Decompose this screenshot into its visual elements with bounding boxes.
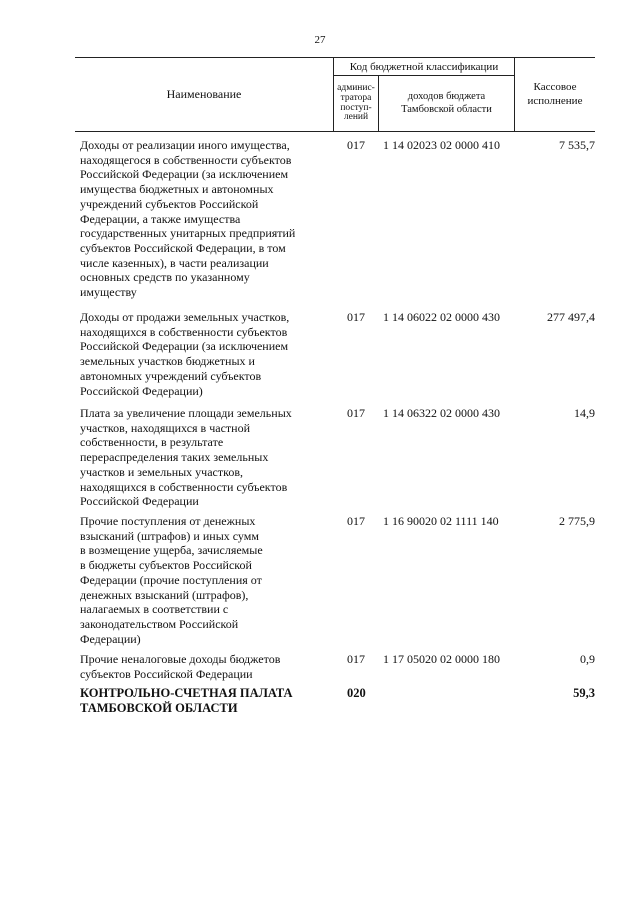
row-name-line: Федерации, а также имущества <box>80 211 241 226</box>
header-admin-line: лений <box>343 112 369 123</box>
header-admin-line: поступ- <box>340 102 372 113</box>
row-admin-code: 017 <box>347 310 365 324</box>
row-name-line: денежных взысканий (штрафов), <box>80 587 249 602</box>
row-admin-code: 017 <box>347 652 365 666</box>
row-name-line: находящегося в собственности субъектов <box>80 152 292 167</box>
row-amount: 7 535,7 <box>559 138 595 152</box>
row-name-line: находящихся в собственности субъектов <box>80 324 288 339</box>
row-name-line: налагаемых в соответствии с <box>80 602 229 617</box>
table-header <box>75 57 595 132</box>
row-name-line: собственности, в результате <box>80 435 224 450</box>
header-admin-line: админис- <box>337 82 375 93</box>
row-name-line: субъектов Российской Федерации, в том <box>80 240 286 255</box>
row-name <box>80 406 325 509</box>
row-amount: 0,9 <box>580 652 595 666</box>
row-name-line: государственных унитарных предприятий <box>80 226 296 241</box>
row-income-code: 1 14 06022 02 0000 430 <box>383 310 500 324</box>
row-name-line: Российской Федерации) <box>80 383 203 398</box>
row-name-line: Федерации (прочие поступления от <box>80 572 262 587</box>
header-classification-group: Код бюджетной классификации <box>349 60 499 73</box>
row-income-code: 1 16 90020 02 1111 140 <box>383 514 499 528</box>
header-income-line: доходов бюджета <box>407 91 486 103</box>
header-admin-line: тратора <box>340 92 372 103</box>
row-name-line: имущества бюджетных и автономных <box>80 182 274 197</box>
row-name-line: Российской Федерации <box>80 494 199 509</box>
row-income-code: 1 14 02023 02 0000 410 <box>383 138 500 152</box>
row-income-code: 1 14 06322 02 0000 430 <box>383 406 500 420</box>
header-name: Наименование <box>166 87 242 101</box>
row-name-line: Прочие поступления от денежных <box>80 514 256 528</box>
row-name-line: автономных учреждений субъектов <box>80 368 262 383</box>
header-cash-execution <box>515 58 595 131</box>
page-number: 27 <box>314 34 326 46</box>
header-income-line: Тамбовской области <box>401 103 492 115</box>
row-name-line: Плата за увеличение площади земельных <box>80 406 292 420</box>
header-cash-line: Кассовое <box>533 81 577 94</box>
row-amount: 14,9 <box>574 406 595 420</box>
row-name-line: перераспределения таких земельных <box>80 450 269 465</box>
header-cash-line: исполнение <box>527 94 583 107</box>
row-name-line: в бюджеты субъектов Российской <box>80 558 252 573</box>
row-name-line: законодательством Российской <box>80 616 239 631</box>
row-amount: 2 775,9 <box>559 514 595 528</box>
row-name-line: Доходы от реализации иного имущества, <box>80 138 290 152</box>
row-name-line: взысканий (штрафов) и иных сумм <box>80 528 259 543</box>
row-income-code: 1 17 05020 02 0000 180 <box>383 652 500 666</box>
row-amount: 277 497,4 <box>547 310 595 324</box>
row-name-line: КОНТРОЛЬНО-СЧЕТНАЯ ПАЛАТА <box>80 686 293 700</box>
row-name-line: Российской Федерации (за исключением <box>80 167 289 182</box>
row-amount: 59,3 <box>573 686 595 700</box>
row-name <box>80 514 325 646</box>
row-name-line: участков и земельных участков, <box>80 464 243 479</box>
row-name-line: находящихся в собственности субъектов <box>80 479 288 494</box>
row-name <box>80 652 325 681</box>
row-name-line: земельных участков бюджетных и <box>80 354 255 369</box>
row-name-line: участков, находящихся в частной <box>80 420 250 435</box>
row-name-line: Доходы от продажи земельных участков, <box>80 310 290 324</box>
row-name <box>80 138 325 300</box>
row-name-line: числе казенных), в части реализации <box>80 255 269 270</box>
row-name-line: основных средств по указанному <box>80 270 250 285</box>
row-name-line: Прочие неналоговые доходы бюджетов <box>80 652 281 666</box>
row-admin-code: 017 <box>347 514 365 528</box>
header-income-code <box>379 76 514 131</box>
row-name-line: субъектов Российской Федерации <box>80 666 253 681</box>
row-name-line: имуществу <box>80 285 137 300</box>
row-admin-code: 017 <box>347 138 365 152</box>
row-name-line: Федерации) <box>80 631 141 646</box>
row-name <box>80 686 325 716</box>
row-name-line: Российской Федерации (за исключением <box>80 339 289 354</box>
row-admin-code: 020 <box>347 686 366 700</box>
row-name-line: в возмещение ущерба, зачисляемые <box>80 543 263 558</box>
row-name-line: ТАМБОВСКОЙ ОБЛАСТИ <box>80 701 238 715</box>
row-name <box>80 310 325 398</box>
header-administrator <box>334 76 378 131</box>
row-admin-code: 017 <box>347 406 365 420</box>
row-name-line: учреждений субъектов Российской <box>80 196 259 211</box>
